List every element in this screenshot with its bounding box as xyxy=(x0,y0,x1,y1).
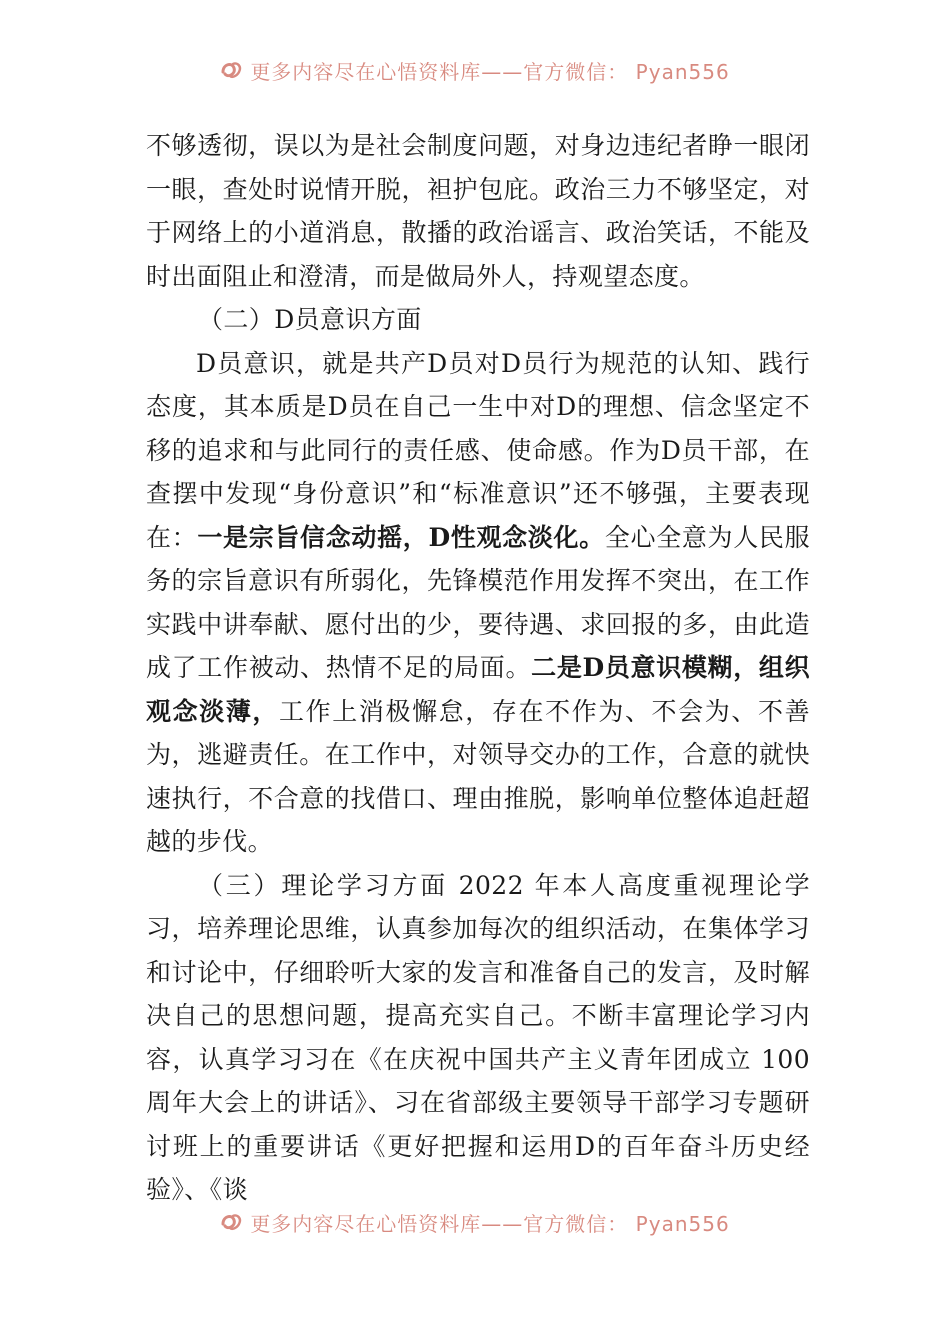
text-run: 不够透彻，误以为是社会制度问题，对身边违纪者睁一眼闭一眼，查处时说情开脱，袒护包庇。政治三力不够坚定，对于网络上的小道消息，散播的政治谣言、政治笑话，不能及时出面阻止和澄清，而是做局外人，持观望态度。 xyxy=(146,131,810,291)
paragraph-party-awareness xyxy=(146,342,810,864)
watermark-footer xyxy=(0,1202,950,1242)
watermark-header xyxy=(0,50,950,90)
paragraph-theory-study xyxy=(146,864,810,1212)
watermark-text: 更多内容尽在心悟资料库——官方微信： Pyan556 xyxy=(250,59,730,84)
watermark-logo-icon xyxy=(220,58,244,82)
text-run: （二）D员意识方面 xyxy=(198,305,422,334)
bold-run: 二是D员意识模糊，组织观念淡薄， xyxy=(146,653,810,726)
text-run: D员意识，就是共产D员对D员行为规范的认知、践行态度，其本质是D员在自己一生中对D的理想、信念坚定不移的追求和与此同行的责任感、使命感。作为D员干部，在查摆中发现“身份意识”和“标准意识”还不够强，主要表现在： xyxy=(146,348,810,552)
watermark-text: 更多内容尽在心悟资料库——官方微信： Pyan556 xyxy=(250,1211,730,1236)
watermark-logo-icon xyxy=(220,1210,244,1234)
paragraph-1 xyxy=(146,124,810,298)
text-run: 全心全意为人民服务的宗旨意识有所弱化，先锋模范作用发挥不突出，在工作实践中讲奉献、愿付出的少，要待遇、求回报的多，由此造成了工作被动、热情不足的局面。 xyxy=(146,522,810,682)
document-body xyxy=(146,124,810,1212)
text-run: 工作上消极懈怠，存在不作为、不会为、不善为，逃避责任。在工作中，对领导交办的工作，合意的就快速执行，不合意的找借口、理由推脱，影响单位整体追赶超越的步伐。 xyxy=(146,696,810,856)
text-run: （三）理论学习方面 2022 年本人高度重视理论学习，培养理论思维，认真参加每次的组织活动，在集体学习和讨论中，仔细聆听大家的发言和准备自己的发言，及时解决自己的思想问题，提高充实自己。不断丰富理论学习内容，认真学习习在《在庆祝中国共产主义青年团成立 100 周年大会上的讲话》、习在省部级主要领导干部学习专题研讨班上的重要讲话《更好把握和运用D的百年奋斗历史经验》、《谈 xyxy=(146,870,810,1204)
section-heading-2 xyxy=(146,298,810,342)
bold-run: 一是宗旨信念动摇，D性观念淡化。 xyxy=(197,522,605,552)
